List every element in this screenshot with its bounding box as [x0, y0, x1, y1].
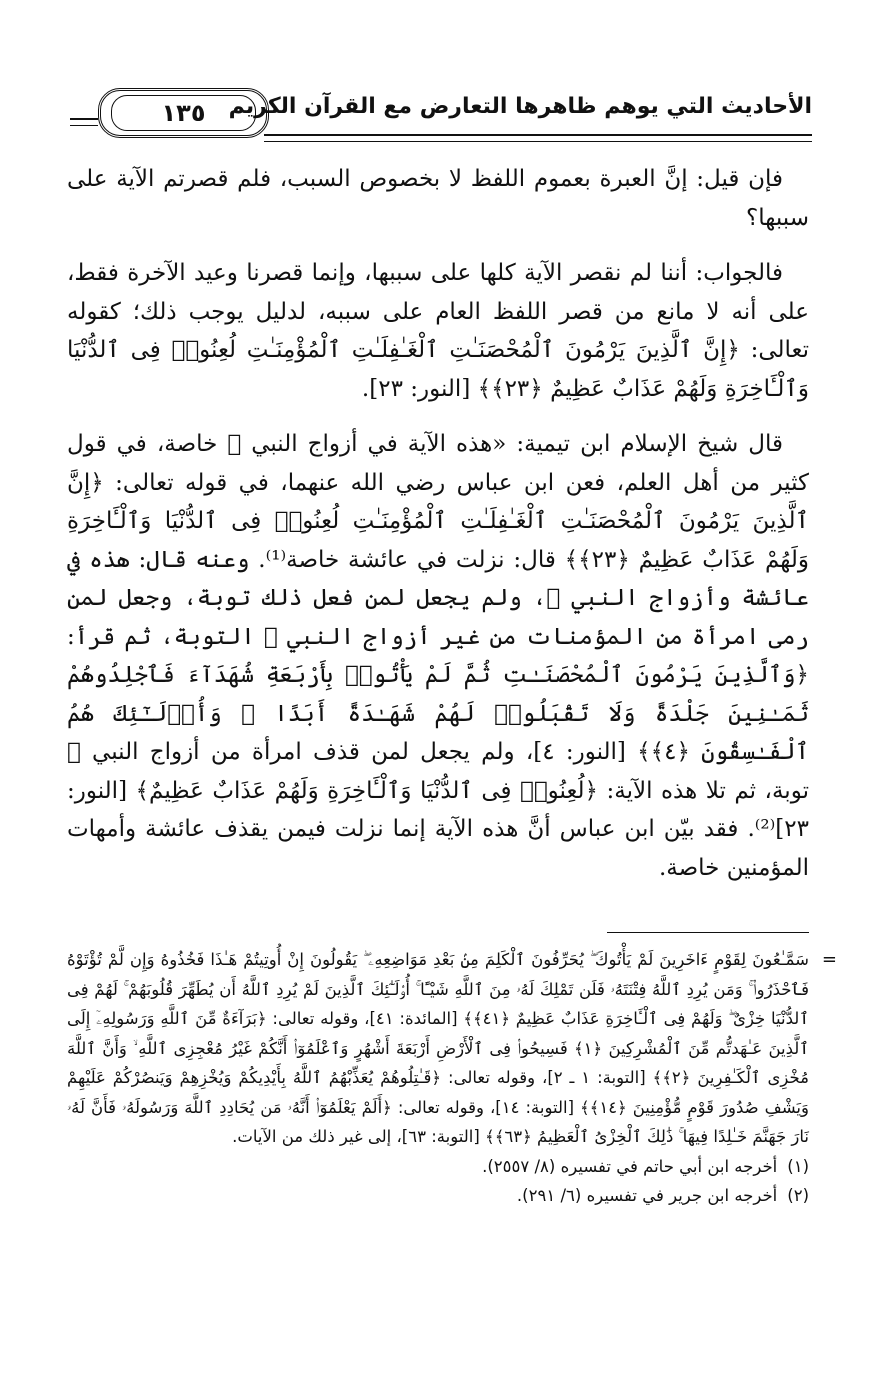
footnote	[67, 1152, 809, 1182]
header-rule	[264, 134, 812, 142]
footnote-number: (٢)	[787, 1186, 809, 1205]
footnote-text: أخرجه ابن جرير في تفسيره (٦/ ٢٩١).	[516, 1186, 778, 1205]
header-rule-left	[70, 118, 98, 126]
paragraph: فالجواب: أننا لم نقصر الآية كلها على سببها، وإنما قصرنا وعيد الآخرة فقط، على أنه لا مانع من قصر اللفظ العام على سببه، لدليل يوجب ذلك؛ كقوله تعالى: ﴿إِنَّ ٱلَّذِينَ يَرْمُونَ ٱلْمُحْصَنَـٰتِ ٱلْغَـٰفِلَـٰتِ ٱلْمُؤْمِنَـٰتِ لُعِنُوا۟ فِى ٱلدُّنْيَا وَٱلْـَٔاخِرَةِ وَلَهُمْ عَذَابٌ عَظِيمٌ ﴿٢٣﴾﴾ [النور: ٢٣].	[67, 260, 809, 402]
paragraph: قال شيخ الإسلام ابن تيمية: «هذه الآية في أزواج النبي ﷺ خاصة، في قول كثير من أهل العلم، فعن ابن عباس رضي الله عنهما، في قوله تعالى: ﴿إِنَّ ٱلَّذِينَ يَرْمُونَ ٱلْمُحْصَنَـٰتِ ٱلْغَـٰفِلَـٰتِ ٱلْمُؤْمِنَـٰتِ لُعِنُوا۟ فِى ٱلدُّنْيَا وَٱلْـَٔاخِرَةِ وَلَهُمْ عَذَابٌ عَظِيمٌ ﴿٢٣﴾﴾ قال: نزلت في عائشة خاصة⁽¹⁾. وعنه قال: هذه في عائشة وأزواج النبي ﷺ، ولم يجعل لمن فعل ذلك توبة، وجعل لمن رمى امرأة من المؤمنات من غير أزواج النبي ﷺ التوبة، ثم قرأ: ﴿وَٱلَّذِينَ يَرْمُونَ ٱلْمُحْصَنَـٰتِ ثُمَّ لَمْ يَأْتُوا۟ بِأَرْبَعَةِ شُهَدَآءَ فَٱجْلِدُوهُمْ ثَمَـٰنِينَ جَلْدَةً وَلَا تَقْبَلُوا۟ لَهُمْ شَهَـٰدَةً أَبَدًا ۚ وَأُو۟لَـٰٓئِكَ هُمُ ٱلْفَـٰسِقُونَ ﴿٤﴾﴾ [النور: ٤]، ولم يجعل لمن قذف امرأة من أزواج النبي ﷺ توبة، ثم تلا هذه الآية: ﴿لُعِنُوا۟ فِى ٱلدُّنْيَا وَٱلْـَٔاخِرَةِ وَلَهُمْ عَذَابٌ عَظِيمٌ﴾ [النور: ٢٣]⁽²⁾. فقد بيّن ابن عباس أنَّ هذه الآية إنما نزلت فيمن يقذف عائشة وأمهات المؤمنين خاصة.	[67, 431, 809, 881]
page-number-frame	[98, 88, 269, 138]
footnote-number: (١)	[787, 1156, 809, 1176]
footnote-text: أخرجه ابن أبي حاتم في تفسيره (٨/ ٢٥٥٧).	[482, 1156, 778, 1176]
main-text	[67, 160, 809, 904]
paragraph: فإن قيل: إنَّ العبرة بعموم اللفظ لا بخصوص السبب، فلم قصرتم الآية على سببها؟	[67, 166, 809, 231]
page-header	[70, 88, 812, 144]
footnote	[67, 1181, 809, 1211]
page-number: ١٣٥	[161, 99, 206, 127]
continuation-marker: =	[821, 949, 837, 970]
running-title: الأحاديث التي يوهم ظاهرها التعارض مع القرآن الكريم	[228, 94, 812, 119]
footnotes	[67, 945, 837, 1211]
footnote-separator	[607, 932, 809, 933]
footnote-continuation: سَمَّـٰعُونَ لِقَوْمٍ ءَاخَرِينَ لَمْ يَأْتُوكَ ۖ يُحَرِّفُونَ ٱلْكَلِمَ مِنۢ بَعْدِ مَوَاضِعِهِۦ ۖ يَقُولُونَ إِنْ أُوتِيتُمْ هَـٰذَا فَخُذُوهُ وَإِن لَّمْ تُؤْتَوْهُ فَٱحْذَرُوا۟ ۚ وَمَن يُرِدِ ٱللَّهُ فِتْنَتَهُۥ فَلَن تَمْلِكَ لَهُۥ مِنَ ٱللَّهِ شَيْـًٔا ۚ أُو۟لَـٰٓئِكَ ٱلَّذِينَ لَمْ يُرِدِ ٱللَّهُ أَن يُطَهِّرَ قُلُوبَهُمْ ۚ لَهُمْ فِى ٱلدُّنْيَا خِزْىٌ ۖ وَلَهُمْ فِى ٱلْـَٔاخِرَةِ عَذَابٌ عَظِيمٌ ﴿٤١﴾﴾ [المائدة: ٤١]، وقوله تعالى: ﴿بَرَآءَةٌ مِّنَ ٱللَّهِ وَرَسُولِهِۦٓ إِلَى ٱلَّذِينَ عَـٰهَدتُّم مِّنَ ٱلْمُشْرِكِينَ ﴿١﴾ فَسِيحُوا۟ فِى ٱلْأَرْضِ أَرْبَعَةَ أَشْهُرٍ وَٱعْلَمُوٓا۟ أَنَّكُمْ غَيْرُ مُعْجِزِى ٱللَّهِ ۙ وَأَنَّ ٱللَّهَ مُخْزِى ٱلْكَـٰفِرِينَ ﴿٢﴾﴾ [التوبة: ١ ـ ٢]، وقوله تعالى: ﴿قَـٰتِلُوهُمْ يُعَذِّبْهُمُ ٱللَّهُ بِأَيْدِيكُمْ وَيُخْزِهِمْ وَيَنصُرْكُمْ عَلَيْهِمْ وَيَشْفِ صُدُورَ قَوْمٍ مُّؤْمِنِينَ ﴿١٤﴾﴾ [التوبة: ١٤]، وقوله تعالى: ﴿أَلَمْ يَعْلَمُوٓا۟ أَنَّهُۥ مَن يُحَادِدِ ٱللَّهَ وَرَسُولَهُۥ فَأَنَّ لَهُۥ نَارَ جَهَنَّمَ خَـٰلِدًا فِيهَا ۚ ذَٰلِكَ ٱلْخِزْىُ ٱلْعَظِيمُ ﴿٦٣﴾﴾ [التوبة: ٦٣]، إلى غير ذلك من الآيات.	[67, 950, 810, 1146]
